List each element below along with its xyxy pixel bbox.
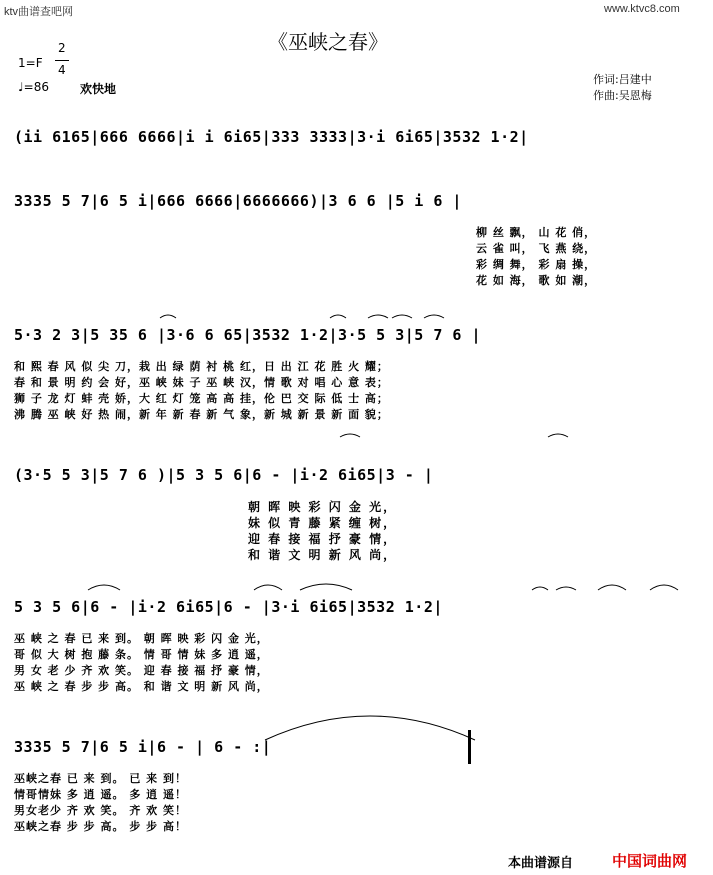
lyric-row-3-verse-2: 春 和 景 明 约 会 好，巫 峡 妹 子 巫 峡 汉，情 歌 对 唱 心 意 表； [14, 376, 389, 389]
lyric-row-4-verse-1: 朝 晖 映 彩 闪 金 光， [248, 500, 398, 514]
composer-credit: 作曲:吴恩梅 [593, 89, 652, 102]
tempo-mark: ♩=86 [18, 80, 49, 94]
notation-row-1: (ii 6165|666 6666|i i 6i65|333 3333|3·i 6i65|3532 1·2| [14, 128, 529, 146]
expression-mark: 欢快地 [80, 82, 117, 96]
notation-row-4: (3·5 5 3|5 7 6 )|5 3 5 6|6 - |i·2 6i65|3 - | [14, 466, 434, 484]
lyric-row-2-verse-1: 柳 丝 飘， 山 花 俏， [476, 226, 597, 239]
key-signature: 1=F [18, 56, 43, 70]
page-title: 《巫峡之春》 [268, 30, 388, 54]
notation-row-2: 3335 5 7|6 5 i|666 6666|6666666)|3 6 6 |5 i 6 | [14, 192, 462, 210]
watermark-left: ktv曲谱查吧网 [4, 6, 74, 18]
watermark-right: www.ktvc8.com [604, 3, 680, 15]
lyric-row-5-verse-3: 男 女 老 少 齐 欢 笑。 迎 春 接 福 抒 豪 情， [14, 664, 269, 677]
lyric-row-6-verse-1: 巫峡之春 已 来 到。 已 来 到！ [14, 772, 187, 785]
time-signature-bottom: 4 [58, 63, 66, 77]
lyric-row-3-verse-1: 和 熙 春 风 似 尖 刀，栽 出 绿 荫 衬 桃 红，日 出 江 花 胜 火 耀； [14, 360, 389, 373]
time-signature-top: 2 [58, 41, 66, 55]
lyric-row-6-verse-2: 情哥情妹 多 逍 遥。 多 逍 遥！ [14, 788, 187, 801]
lyric-row-2-verse-4: 花 如 海， 歌 如 潮， [476, 274, 597, 287]
final-repeat-barline [468, 730, 471, 764]
notation-row-3: 5·3 2 3|5 35 6 |3·6 6 65|3532 1·2|3·5 5 3|5 7 6 | [14, 326, 482, 344]
lyric-row-6-verse-4: 巫峡之春 步 步 高。 步 步 高！ [14, 820, 187, 833]
source-label: 本曲谱源自 [508, 856, 574, 871]
lyric-row-4-verse-2: 妹 似 青 藤 紧 缠 树， [248, 516, 398, 530]
lyricist-credit: 作词:吕建中 [593, 73, 652, 86]
lyric-row-5-verse-2: 哥 似 大 树 抱 藤 条。 情 哥 情 妹 多 逍 遥， [14, 648, 269, 661]
notation-row-5: 5 3 5 6|6 - |i·2 6i65|6 - |3·i 6i65|3532 1·2| [14, 598, 443, 616]
lyric-row-3-verse-4: 沸 腾 巫 峡 好 热 闹，新 年 新 春 新 气 象，新 城 新 景 新 面 貌； [14, 408, 389, 421]
source-brand-link[interactable]: 中国词曲网 [612, 852, 688, 870]
lyric-row-4-verse-3: 迎 春 接 福 抒 豪 情， [248, 532, 398, 546]
lyric-row-4-verse-4: 和 谐 文 明 新 风 尚， [248, 548, 398, 562]
lyric-row-2-verse-3: 彩 绸 舞， 彩 扇 操， [476, 258, 597, 271]
lyric-row-3-verse-3: 狮 子 龙 灯 蚌 壳 娇，大 红 灯 笼 高 高 挂，伦 巴 交 际 低 士 高； [14, 392, 389, 405]
notation-row-6: 3335 5 7|6 5 i|6 - | 6 - :| [14, 738, 272, 756]
lyric-row-5-verse-4: 巫 峡 之 春 步 步 高。 和 谐 文 明 新 风 尚， [14, 680, 269, 693]
lyric-row-5-verse-1: 巫 峡 之 春 已 来 到。 朝 晖 映 彩 闪 金 光， [14, 632, 269, 645]
lyric-row-6-verse-3: 男女老少 齐 欢 笑。 齐 欢 笑！ [14, 804, 187, 817]
lyric-row-2-verse-2: 云 雀 叫， 飞 燕 绕， [476, 242, 597, 255]
